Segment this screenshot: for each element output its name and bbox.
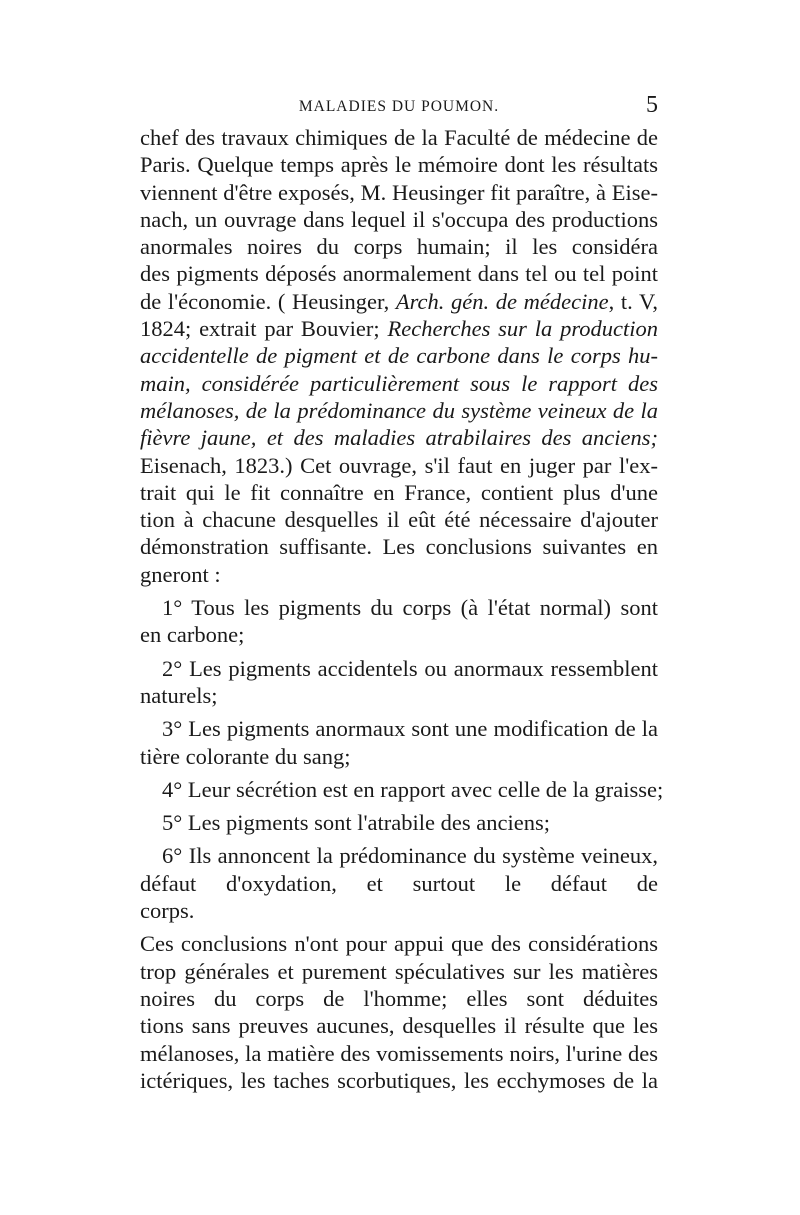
text-line: trop générales et purement spéculatives sur les matières (140, 958, 658, 984)
body-text (140, 124, 664, 1094)
list-item-3: 3° Les pigments anormaux sont une modification de la (162, 716, 658, 742)
text-line: corps. (140, 898, 195, 924)
text-line: Ces conclusions n'ont pour appui que des considérations (140, 931, 658, 957)
running-title: MALADIES DU POUMON. (298, 98, 500, 115)
page-number: 5 (646, 92, 658, 118)
text-line: tion à chacune desquelles il eût été nécessaire d'ajouter (140, 507, 658, 533)
list-item-5: 5° Les pigments sont l'atrabile des anciens; (162, 810, 550, 836)
italic-title-line: main, considérée particulièrement sous le rapport des (140, 370, 658, 396)
italic-title: Recherches sur la production (387, 316, 658, 342)
text-line: viennent d'être exposés, M. Heusinger fit paraître, à Eise- (140, 179, 658, 205)
text-line: tière colorante du sang; (140, 743, 351, 769)
text-line: tions sans preuves aucunes, desquelles il résulte que les (140, 1013, 658, 1039)
text-line: nach, un ouvrage dans lequel il s'occupa des productions (140, 206, 658, 232)
italic-title-line: accidentelle de pigment et de carbone dans le corps hu- (140, 343, 658, 369)
text-line: naturels; (140, 682, 218, 708)
text-line: anormales noires du corps humain; il les considéra (140, 234, 658, 260)
text-line: des pigments déposés anormalement dans tel ou tel point (140, 261, 658, 287)
text-line: gneront : (140, 561, 221, 587)
italic-citation: Arch. gén. de médecine (395, 288, 609, 314)
list-item-2: 2° Les pigments accidentels ou anormaux ressemblent (162, 655, 658, 681)
text-line: noires du corps de l'homme; elles sont déduites (140, 985, 658, 1011)
italic-title-line: fièvre jaune, et des maladies atrabilaires des anciens; (140, 425, 658, 451)
text-line: Paris. Quelque temps après le mémoire dont les résultats (140, 152, 658, 178)
list-item-6: 6° Ils annoncent la prédominance du système veineux, (162, 843, 658, 869)
list-item-1: 1° Tous les pigments du corps (à l'état normal) sont (162, 595, 658, 621)
text-segment: 1824; extrait par Bouvier; (140, 316, 388, 342)
text-line: en carbone; (140, 622, 245, 648)
list-item-4: 4° Leur sécrétion est en rapport avec celle de la graisse; (162, 776, 664, 802)
text-line (140, 288, 658, 315)
text-line: défaut d'oxydation, et surtout le défaut de (140, 870, 658, 896)
italic-title-line: mélanoses, de la prédominance du système veineux de la (140, 397, 658, 423)
text-line (140, 315, 658, 342)
page-header (140, 92, 658, 122)
text-line: ictériques, les taches scorbutiques, les ecchymoses de la (140, 1067, 658, 1093)
text-segment: , t. V, (608, 288, 658, 314)
text-line: Eisenach, 1823.) Cet ouvrage, s'il faut en juger par l'ex- (140, 452, 658, 478)
text-line: démonstration suffisante. Les conclusions suivantes en (140, 534, 658, 560)
text-line: chef des travaux chimiques de la Faculté de médecine de (140, 125, 658, 150)
text-segment: de l'économie. ( Heusinger, (140, 288, 396, 314)
text-line: trait qui le fit connaître en France, contient plus d'une (140, 479, 658, 505)
text-line: mélanoses, la matière des vomissements noirs, l'urine des (140, 1040, 658, 1066)
